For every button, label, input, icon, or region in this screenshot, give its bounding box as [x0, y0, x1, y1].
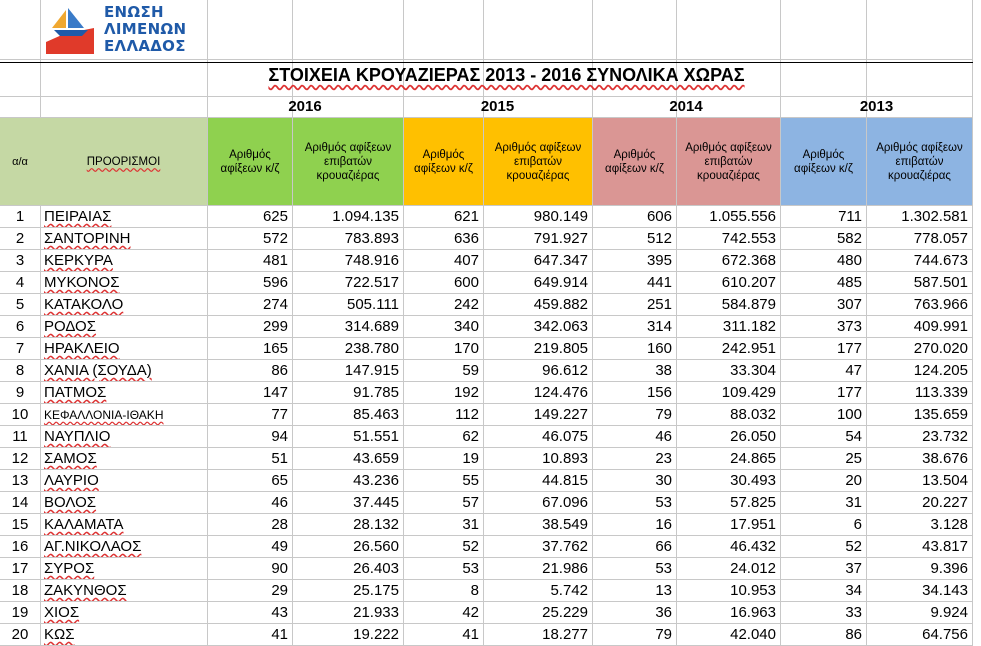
passengers-value-cell[interactable]: 21.933 [353, 604, 399, 621]
year-2013-header: 2013 [859, 98, 894, 115]
table-row[interactable] [0, 448, 973, 470]
ships-value-cell[interactable]: 170 [453, 340, 479, 357]
passengers-value-cell[interactable]: 67.096 [542, 494, 588, 511]
passengers-value-cell[interactable]: 34.143 [922, 582, 968, 599]
passengers-value-cell[interactable]: 26.560 [353, 538, 399, 555]
ships-value-cell[interactable]: 13 [655, 582, 672, 599]
ships-value-cell[interactable]: 625 [262, 208, 288, 225]
table-row[interactable] [0, 470, 973, 492]
passengers-value-cell[interactable]: 38.676 [922, 450, 968, 467]
row-index[interactable]: 20 [11, 626, 29, 643]
ships-value-cell[interactable]: 112 [455, 406, 479, 423]
row-index[interactable]: 17 [11, 560, 29, 577]
ships-value-cell[interactable]: 16 [655, 516, 672, 533]
ships-value-cell[interactable]: 395 [646, 252, 672, 269]
ships-value-cell[interactable]: 66 [655, 538, 672, 555]
ships-value-cell[interactable]: 441 [646, 274, 672, 291]
col-header-passengers-2014: Αριθμός αφίξεων επιβατών κρουαζιέρας [677, 118, 780, 205]
ships-value-cell[interactable]: 57 [462, 494, 479, 511]
ships-value-cell[interactable]: 52 [845, 538, 862, 555]
row-index[interactable]: 10 [11, 406, 29, 423]
ships-value-cell[interactable]: 30 [655, 472, 672, 489]
ships-value-cell[interactable]: 314 [646, 318, 672, 335]
passengers-value-cell[interactable]: 113.339 [914, 384, 968, 401]
passengers-value-cell[interactable]: 96.612 [542, 362, 588, 379]
ships-value-cell[interactable]: 53 [655, 560, 672, 577]
passengers-value-cell[interactable]: 1.094.135 [332, 208, 399, 225]
ships-value-cell[interactable]: 177 [836, 384, 862, 401]
destination-name[interactable]: ΝΑΥΠΛΙΟ [44, 428, 111, 445]
passengers-value-cell[interactable]: 42.040 [730, 626, 776, 643]
ships-value-cell[interactable]: 340 [453, 318, 479, 335]
ships-value-cell[interactable]: 43 [271, 604, 288, 621]
passengers-value-cell[interactable]: 16.963 [730, 604, 776, 621]
table-row[interactable] [0, 316, 973, 338]
ships-value-cell[interactable]: 572 [262, 230, 288, 247]
row-index[interactable]: 4 [15, 274, 25, 291]
table-row[interactable] [0, 272, 973, 294]
ships-value-cell[interactable]: 621 [453, 208, 479, 225]
passengers-value-cell[interactable]: 9.924 [930, 604, 968, 621]
row-index[interactable]: 3 [15, 252, 25, 269]
passengers-value-cell[interactable]: 722.517 [344, 274, 399, 291]
row-index[interactable]: 15 [11, 516, 29, 533]
destination-name[interactable]: ΣΑΜΟΣ [44, 450, 97, 467]
col-header-aa: α/α [0, 118, 40, 205]
ships-value-cell[interactable]: 49 [271, 538, 288, 555]
col-header-passengers-2016: Αριθμός αφίξεων επιβατών κρουαζιέρας [293, 118, 403, 205]
col-header-passengers-2015: Αριθμός αφίξεων επιβατών κρουαζιέρας [484, 118, 592, 205]
destination-name[interactable]: ΜΥΚΟΝΟΣ [44, 274, 120, 291]
passengers-value-cell[interactable]: 46.432 [730, 538, 776, 555]
passengers-value-cell[interactable]: 791.927 [533, 230, 588, 247]
ships-value-cell[interactable]: 19 [462, 450, 479, 467]
ships-value-cell[interactable]: 23 [655, 450, 672, 467]
ships-value-cell[interactable]: 481 [262, 252, 288, 269]
destination-name[interactable]: ΚΕΡΚΥΡΑ [44, 252, 113, 269]
passengers-value-cell[interactable]: 37.762 [542, 538, 588, 555]
ships-value-cell[interactable]: 711 [838, 208, 862, 225]
table-row[interactable] [0, 536, 973, 558]
passengers-value-cell[interactable]: 46.075 [542, 428, 588, 445]
ships-value-cell[interactable]: 79 [655, 626, 672, 643]
year-2014-header: 2014 [669, 98, 703, 115]
ships-value-cell[interactable]: 53 [462, 560, 479, 577]
passengers-value-cell[interactable]: 25.229 [542, 604, 588, 621]
passengers-value-cell[interactable]: 24.012 [730, 560, 776, 577]
ships-value-cell[interactable]: 59 [462, 362, 479, 379]
table-row[interactable] [0, 228, 973, 250]
destination-name[interactable]: ΗΡΑΚΛΕΙΟ [44, 340, 120, 357]
col-header-ships-2013: Αριθμός αφίξεων κ/ζ [781, 118, 866, 205]
col-header-ships-2015: Αριθμός αφίξεων κ/ζ [404, 118, 483, 205]
passengers-value-cell[interactable]: 18.277 [542, 626, 588, 643]
ships-value-cell[interactable]: 41 [271, 626, 288, 643]
ships-value-cell[interactable]: 46 [655, 428, 672, 445]
passengers-value-cell[interactable]: 587.501 [913, 274, 968, 291]
col-header-ships-2014: Αριθμός αφίξεων κ/ζ [593, 118, 676, 205]
passengers-value-cell[interactable]: 672.368 [721, 252, 776, 269]
row-index[interactable]: 1 [15, 208, 25, 225]
ships-value-cell[interactable]: 606 [646, 208, 672, 225]
table-row[interactable] [0, 338, 973, 360]
ships-value-cell[interactable]: 25 [845, 450, 862, 467]
passengers-value-cell[interactable]: 13.504 [922, 472, 968, 489]
passengers-value-cell[interactable]: 3.128 [930, 516, 968, 533]
table-row[interactable] [0, 514, 973, 536]
ships-value-cell[interactable]: 86 [845, 626, 862, 643]
table-row[interactable] [0, 206, 973, 228]
destination-name[interactable]: ΠΕΙΡΑΙΑΣ [44, 208, 112, 225]
passengers-value-cell[interactable]: 91.785 [353, 384, 399, 401]
ships-value-cell[interactable]: 28 [271, 516, 288, 533]
ships-value-cell[interactable]: 94 [271, 428, 288, 445]
ships-value-cell[interactable]: 242 [453, 296, 479, 313]
ships-value-cell[interactable]: 47 [845, 362, 862, 379]
passengers-value-cell[interactable]: 342.063 [533, 318, 588, 335]
passengers-value-cell[interactable]: 30.493 [730, 472, 776, 489]
ships-value-cell[interactable]: 251 [646, 296, 672, 313]
ships-value-cell[interactable]: 160 [646, 340, 672, 357]
year-2015-header: 2015 [480, 98, 515, 115]
ships-value-cell[interactable]: 274 [262, 296, 288, 313]
ships-value-cell[interactable]: 54 [845, 428, 862, 445]
passengers-value-cell[interactable]: 38.549 [542, 516, 588, 533]
row-index[interactable]: 11 [12, 428, 28, 445]
ships-value-cell[interactable]: 8 [470, 582, 479, 599]
ships-value-cell[interactable]: 6 [853, 516, 862, 533]
ships-value-cell[interactable]: 600 [453, 274, 479, 291]
ships-value-cell[interactable]: 77 [271, 406, 288, 423]
passengers-value-cell[interactable]: 33.304 [730, 362, 776, 379]
ships-value-cell[interactable]: 86 [271, 362, 288, 379]
passengers-value-cell[interactable]: 21.986 [542, 560, 588, 577]
table-row[interactable] [0, 624, 973, 646]
destination-name[interactable]: ΛΑΥΡΙΟ [44, 472, 99, 489]
passengers-value-cell[interactable]: 459.882 [533, 296, 588, 313]
row-index[interactable]: 19 [11, 604, 29, 621]
passengers-value-cell[interactable]: 37.445 [353, 494, 399, 511]
passengers-value-cell[interactable]: 5.742 [550, 582, 588, 599]
col-header-destinations: ΠΡΟΟΡΙΣΜΟΙ [40, 118, 207, 205]
passengers-value-cell[interactable]: 505.111 [347, 296, 399, 313]
passengers-value-cell[interactable]: 1.055.556 [709, 208, 776, 225]
row-index[interactable]: 13 [11, 472, 29, 489]
destination-name[interactable]: ΚΩΣ [44, 626, 75, 643]
ships-value-cell[interactable]: 156 [646, 384, 672, 401]
logo [44, 4, 194, 56]
col-header-passengers-2013: Αριθμός αφίξεων επιβατών κρουαζιέρας [867, 118, 972, 205]
ships-value-cell[interactable]: 41 [462, 626, 479, 643]
ships-value-cell[interactable]: 373 [836, 318, 862, 335]
passengers-value-cell[interactable]: 742.553 [721, 230, 776, 247]
passengers-value-cell[interactable]: 314.689 [344, 318, 399, 335]
destination-name[interactable]: ΧΙΟΣ [44, 604, 80, 621]
ships-value-cell[interactable]: 307 [836, 296, 862, 313]
passengers-value-cell[interactable]: 1.302.581 [901, 208, 968, 225]
passengers-value-cell[interactable]: 28.132 [353, 516, 399, 533]
ships-value-cell[interactable]: 51 [271, 450, 288, 467]
passengers-value-cell[interactable]: 10.893 [542, 450, 588, 467]
table-row[interactable] [0, 602, 973, 624]
passengers-value-cell[interactable]: 43.659 [353, 450, 399, 467]
passengers-value-cell[interactable]: 26.050 [730, 428, 776, 445]
ships-value-cell[interactable]: 512 [646, 230, 672, 247]
passengers-value-cell[interactable]: 10.953 [730, 582, 776, 599]
ships-value-cell[interactable]: 582 [836, 230, 862, 247]
row-index[interactable]: 5 [15, 296, 25, 313]
passengers-value-cell[interactable]: 311.182 [722, 318, 776, 335]
table-row[interactable] [0, 404, 973, 426]
row-index[interactable]: 2 [15, 230, 25, 247]
ships-value-cell[interactable]: 52 [462, 538, 479, 555]
ships-value-cell[interactable]: 636 [453, 230, 479, 247]
destination-name[interactable]: ΚΑΛΑΜΑΤΑ [44, 516, 124, 533]
ships-value-cell[interactable]: 31 [462, 516, 479, 533]
passengers-value-cell[interactable]: 64.756 [922, 626, 968, 643]
passengers-value-cell[interactable]: 43.817 [922, 538, 968, 555]
table-row[interactable] [0, 580, 973, 602]
destination-name[interactable]: ΖΑΚΥΝΘΟΣ [44, 582, 127, 599]
table-row[interactable] [0, 492, 973, 514]
destination-name[interactable]: ΣΥΡΟΣ [44, 560, 95, 577]
passengers-value-cell[interactable]: 584.879 [721, 296, 776, 313]
passengers-value-cell[interactable]: 763.966 [913, 296, 968, 313]
destination-name[interactable]: ΠΑΤΜΟΣ [44, 384, 107, 401]
table-row[interactable] [0, 382, 973, 404]
ships-value-cell[interactable]: 42 [462, 604, 479, 621]
passengers-value-cell[interactable]: 783.893 [344, 230, 399, 247]
table-row[interactable] [0, 426, 973, 448]
ships-value-cell[interactable]: 55 [462, 472, 479, 489]
row-index[interactable]: 14 [11, 494, 29, 511]
passengers-value-cell[interactable]: 25.175 [353, 582, 399, 599]
ships-value-cell[interactable]: 36 [655, 604, 672, 621]
row-index[interactable]: 6 [15, 318, 25, 335]
destination-name[interactable]: ΚΕΦΑΛΛΟΝΙΑ-ΙΘΑΚΗ [44, 408, 164, 422]
passengers-value-cell[interactable]: 242.951 [721, 340, 776, 357]
passengers-value-cell[interactable]: 109.429 [721, 384, 776, 401]
passengers-value-cell[interactable]: 43.236 [353, 472, 399, 489]
row-index[interactable]: 12 [11, 450, 29, 467]
passengers-value-cell[interactable]: 409.991 [913, 318, 968, 335]
ships-value-cell[interactable]: 33 [845, 604, 862, 621]
passengers-value-cell[interactable]: 26.403 [353, 560, 399, 577]
ships-value-cell[interactable]: 29 [271, 582, 288, 599]
passengers-value-cell[interactable]: 51.551 [353, 428, 399, 445]
row-index[interactable]: 8 [15, 362, 25, 379]
destination-name[interactable]: ΣΑΝΤΟΡΙΝΗ [44, 230, 131, 247]
table-row[interactable] [0, 294, 973, 316]
passengers-value-cell[interactable]: 20.227 [922, 494, 968, 511]
ships-value-cell[interactable]: 65 [271, 472, 288, 489]
ships-value-cell[interactable]: 147 [262, 384, 288, 401]
passengers-value-cell[interactable]: 124.205 [913, 362, 968, 379]
passengers-value-cell[interactable]: 647.347 [533, 252, 588, 269]
logo-line-1: ΕΝΩΣΗ [104, 3, 164, 21]
table-row[interactable] [0, 250, 973, 272]
passengers-value-cell[interactable]: 649.914 [533, 274, 588, 291]
destination-name[interactable]: ΡΟΔΟΣ [44, 318, 97, 335]
passengers-value-cell[interactable]: 9.396 [930, 560, 968, 577]
row-index[interactable]: 16 [11, 538, 29, 555]
ships-value-cell[interactable]: 62 [462, 428, 479, 445]
ships-value-cell[interactable]: 596 [262, 274, 288, 291]
ships-value-cell[interactable]: 299 [262, 318, 288, 335]
col-header-ships-2016: Αριθμός αφίξεων κ/ζ [208, 118, 292, 205]
ships-value-cell[interactable]: 31 [845, 494, 862, 511]
destination-name[interactable]: ΧΑΝΙΑ (ΣΟΥΔΑ) [44, 362, 152, 379]
destination-name[interactable]: ΑΓ.ΝΙΚΟΛΑΟΣ [44, 538, 142, 555]
row-index[interactable]: 9 [15, 384, 25, 401]
ships-value-cell[interactable]: 37 [845, 560, 862, 577]
ships-value-cell[interactable]: 90 [271, 560, 288, 577]
row-index[interactable]: 7 [15, 340, 25, 357]
passengers-value-cell[interactable]: 748.916 [344, 252, 399, 269]
row-index[interactable]: 18 [11, 582, 29, 599]
logo-line-2: ΛΙΜΕΝΩΝ [104, 20, 187, 38]
passengers-value-cell[interactable]: 23.732 [922, 428, 968, 445]
ships-value-cell[interactable]: 480 [836, 252, 862, 269]
passengers-value-cell[interactable]: 88.032 [730, 406, 776, 423]
passengers-value-cell[interactable]: 149.227 [533, 406, 588, 423]
table-row[interactable] [0, 558, 973, 580]
passengers-value-cell[interactable]: 219.805 [533, 340, 588, 357]
passengers-value-cell[interactable]: 124.476 [533, 384, 588, 401]
passengers-value-cell[interactable]: 57.825 [730, 494, 776, 511]
ships-value-cell[interactable]: 192 [453, 384, 479, 401]
passengers-value-cell[interactable]: 778.057 [913, 230, 968, 247]
passengers-value-cell[interactable]: 147.915 [344, 362, 399, 379]
passengers-value-cell[interactable]: 24.865 [730, 450, 776, 467]
passengers-value-cell[interactable]: 610.207 [721, 274, 776, 291]
table-row[interactable] [0, 360, 973, 382]
year-2016-header: 2016 [288, 98, 322, 115]
logo-text [104, 4, 186, 55]
ships-value-cell[interactable]: 53 [655, 494, 672, 511]
ships-value-cell[interactable]: 100 [836, 406, 862, 423]
passengers-value-cell[interactable]: 85.463 [353, 406, 399, 423]
destination-name[interactable]: ΚΑΤΑΚΟΛΟ [44, 296, 124, 313]
ships-value-cell[interactable]: 20 [845, 472, 862, 489]
passengers-value-cell[interactable]: 135.659 [913, 406, 968, 423]
ships-value-cell[interactable]: 46 [271, 494, 288, 511]
logo-line-3: ΕΛΛΑΔΟΣ [104, 37, 186, 55]
passengers-value-cell[interactable]: 17.951 [730, 516, 776, 533]
passengers-value-cell[interactable]: 19.222 [353, 626, 399, 643]
passengers-value-cell[interactable]: 44.815 [542, 472, 588, 489]
ships-value-cell[interactable]: 79 [655, 406, 672, 423]
ships-value-cell[interactable]: 165 [262, 340, 288, 357]
ships-value-cell[interactable]: 38 [655, 362, 672, 379]
sheet-title: ΣΤΟΙΧΕΙΑ ΚΡΟΥΑΖΙΕΡΑΣ 2013 - 2016 ΣΥΝΟΛΙΚΑ ΧΩΡΑΣ [268, 65, 745, 85]
ships-value-cell[interactable]: 34 [845, 582, 862, 599]
harbour-union-logo-icon [44, 4, 96, 56]
passengers-value-cell[interactable]: 270.020 [913, 340, 968, 357]
destination-name[interactable]: ΒΟΛΟΣ [44, 494, 97, 511]
passengers-value-cell[interactable]: 744.673 [913, 252, 968, 269]
ships-value-cell[interactable]: 407 [453, 252, 479, 269]
ships-value-cell[interactable]: 177 [836, 340, 862, 357]
passengers-value-cell[interactable]: 238.780 [344, 340, 399, 357]
passengers-value-cell[interactable]: 980.149 [533, 208, 588, 225]
ships-value-cell[interactable]: 485 [836, 274, 862, 291]
